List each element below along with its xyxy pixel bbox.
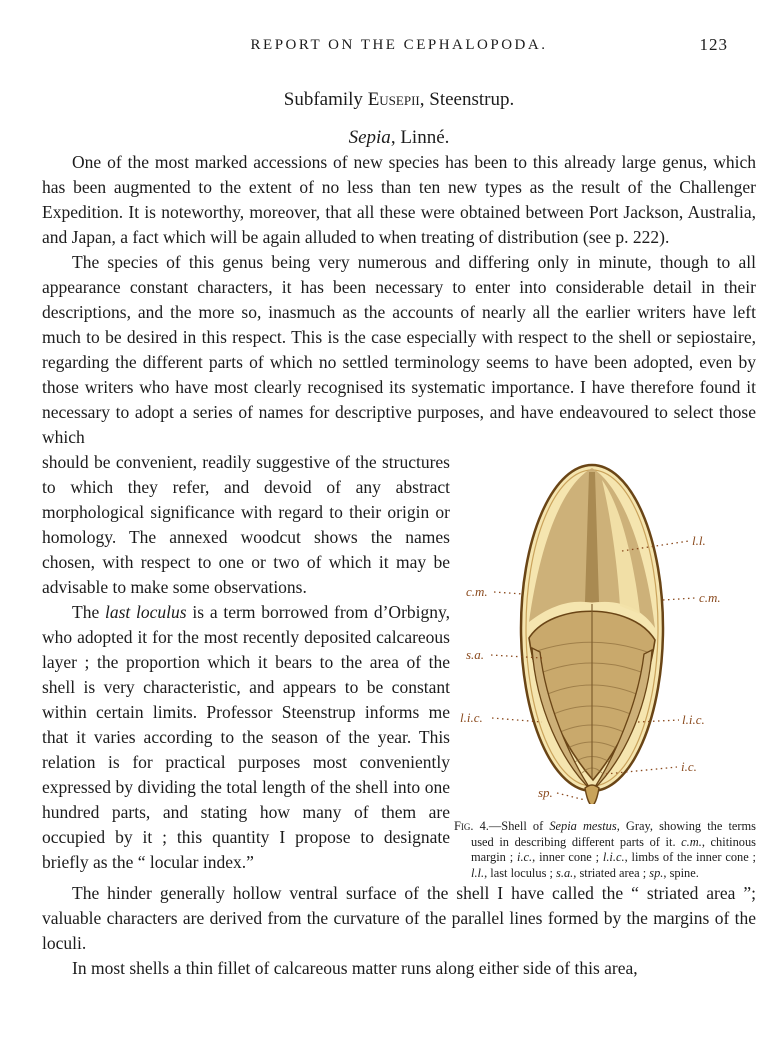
- figure-label-spine: sp.: [538, 785, 553, 800]
- figure-label-inner-cone: i.c.: [681, 759, 697, 774]
- figure-label-last-loculus: l.l.: [692, 533, 706, 548]
- paragraph-fillet: In most shells a thin fillet of calcareous matter runs along either side of this area,: [72, 958, 638, 979]
- paragraph-species-wide: The species of this genus being very numerous and differing only in minute, though to all appearance constant characters, it has been necessary to enter into considerable detail in their descriptions, and the more so, inasmuch as the accounts of nearly all the earlier writers have left much to be desired in this respect. This is the case especially with respect to the shell or sepiostaire, regarding the different parts of which no settled terminology seems to have been adopted, even by those writers who have most clearly recognised its systematic importance. I have therefore found it necessary to adopt a series of names for descriptive purposes, and have endeavoured to select those which: [42, 252, 756, 447]
- figure-caption: Fig. 4.—Shell of Sepia mestus, Gray, showing the terms used in describing different parts of it. c.m., chitinous margin ; i.c., inner cone ; l.i.c., limbs of the inner cone ; l.l., last loculus ; s.a., striated area ; sp., spine.: [454, 819, 756, 880]
- figure-label-striated-area: s.a.: [466, 647, 485, 662]
- running-header: [42, 34, 756, 56]
- figure-label-limbs-inner-cone-right: l.i.c.: [682, 712, 705, 727]
- figure-text-wrap-zone: [42, 450, 756, 881]
- heading-genus: Sepia, Linné.: [348, 127, 450, 148]
- heading-subfamily: Subfamily Eusepii, Steenstrup.: [283, 89, 515, 110]
- shell-illustration: [454, 452, 756, 804]
- figure-label-limbs-inner-cone-left: l.i.c.: [460, 710, 483, 725]
- text-column: [42, 450, 450, 875]
- page-number: 123: [699, 35, 728, 54]
- paragraph-striated-area: The hinder generally hollow ventral surface of the shell I have called the “ striated area ”; valuable characters are derived from the curvature of the parallel lines formed by the margins of the loculi.: [42, 883, 756, 954]
- paragraph-last-loculus: The last loculus is a term borrowed from d’Orbigny, who adopted it for the most recently deposited calcareous layer ; the proportion which it bears to the area of the shell is very characteristic, and appears to be constant within certain limits. Professor Steenstrup informs me that it varies according to the season of the year. This relation is for practical purposes most conveniently expressed by dividing the total length of the shell into one hundred parts, and stating how many of them are occupied by it ; this quantity I propose to designate briefly as the “ locular index.”: [42, 602, 450, 872]
- figure-label-chitinous-margin-right: c.m.: [699, 590, 721, 605]
- figure-block: [454, 450, 756, 881]
- page-body: [42, 150, 756, 981]
- figure-label-chitinous-margin-left: c.m.: [466, 584, 488, 599]
- header-title: REPORT ON THE CEPHALOPODA.: [250, 37, 548, 53]
- spine: [585, 785, 599, 804]
- paragraph-accessions: One of the most marked accessions of new species has been to this already large genus, which has been augmented to the extent of no less than ten new types as the result of the Challenger Expedition. It is noteworthy, moreover, that all these were obtained between Port Jackson, Australia, and Japan, a fact which will be again alluded to when treating of distribution (see p. 222).: [42, 152, 756, 247]
- paragraph-species-narrow: should be convenient, readily suggestive of the structures to which they refer, and devoid of any abstract morphological significance with regard to their origin or homology. The annexed woodcut shows the names chosen, with respect to one or two of which it may be advisable to make some observations.: [42, 452, 450, 597]
